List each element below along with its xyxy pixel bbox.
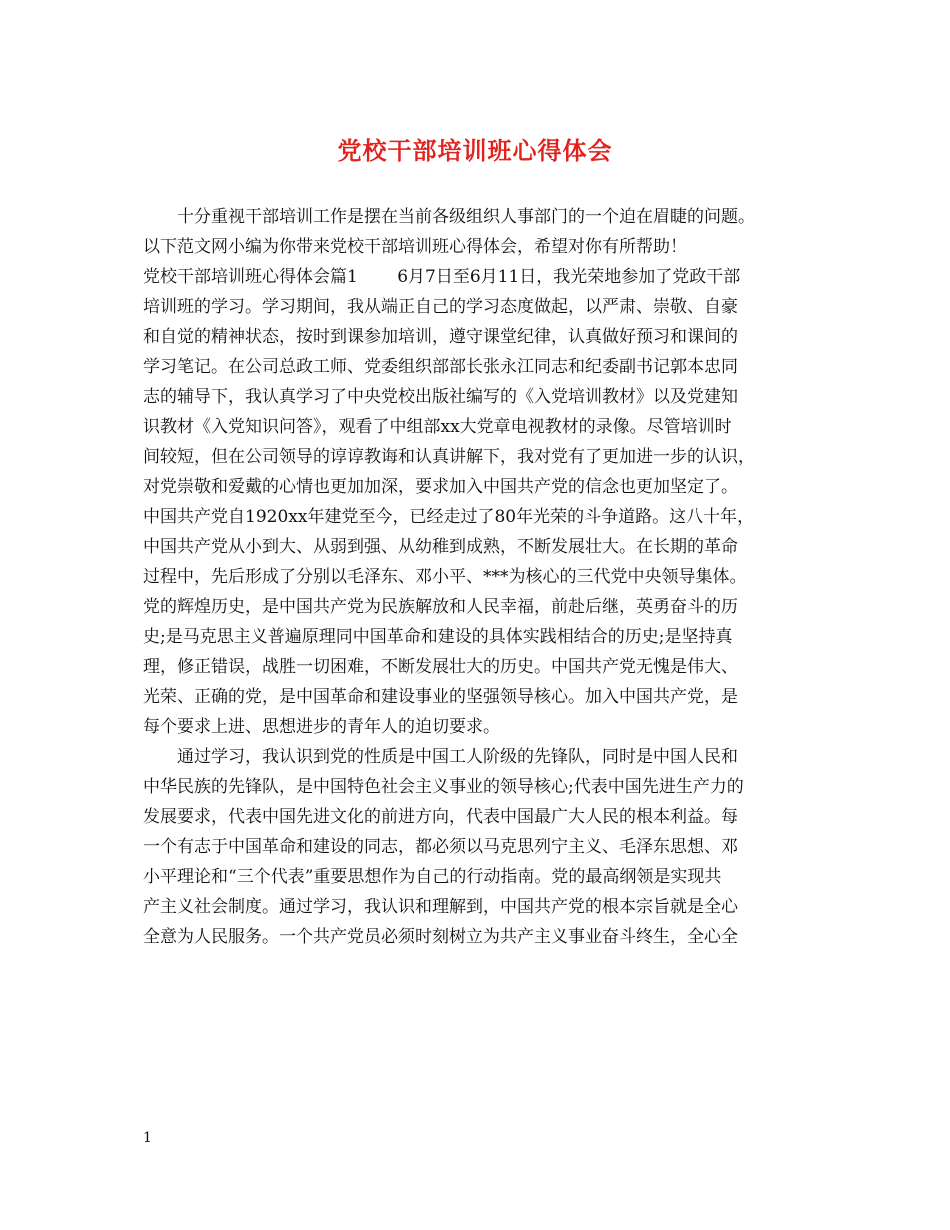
text-line: 全意为人民服务。一个共产党员必须时刻树立为共产主义事业奋斗终生，全心全 <box>143 927 738 947</box>
text-line: 每个要求上进、思想进步的青年人的迫切要求。 <box>143 717 500 737</box>
text-line: 中国共产党从小到大、从弱到强、从幼稚到成熟，不断发展壮大。在长期的革命 <box>143 537 738 557</box>
text-line: 间较短，但在公司领导的谆谆教诲和认真讲解下，我对党有了更加进一步的认识， <box>143 447 755 467</box>
text-line: 发展要求，代表中国先进文化的前进方向，代表中国最广大人民的根本利益。每 <box>143 807 738 827</box>
text-line: 学习笔记。在公司总政工师、党委组织部部长张永江同志和纪委副书记郭本忠同 <box>143 357 738 377</box>
page-number: 1 <box>143 1130 152 1146</box>
document-title: 党校干部培训班心得体会 <box>337 136 613 165</box>
text-line: 志的辅导下，我认真学习了中央党校出版社编写的《入党培训教材》以及党建知 <box>143 387 738 407</box>
document-body <box>143 202 833 952</box>
text-line: 史;是马克思主义普遍原理同中国革命和建设的具体实践相结合的历史;是坚持真 <box>143 627 733 647</box>
text-line: 小平理论和“三个代表”重要思想作为自己的行动指南。党的最高纲领是实现共 <box>143 867 722 887</box>
text-line: 十分重视干部培训工作是摆在当前各级组织人事部门的一个迫在眉睫的问题。 <box>143 207 755 227</box>
text-line: 识教材《入党知识问答》，观看了中组部xx大党章电视教材的录像。尽管培训时 <box>143 417 732 437</box>
text-line: 通过学习，我认识到党的性质是中国工人阶级的先锋队，同时是中国人民和 <box>143 747 738 767</box>
text-line: 过程中，先后形成了分别以毛泽东、邓小平、***为核心的三代党中央领导集体。 <box>143 567 747 587</box>
text-line: 中华民族的先锋队，是中国特色社会主义事业的领导核心;代表中国先进生产力的 <box>143 777 744 797</box>
text-line: 中国共产党自1920xx年建党至今，已经走过了80年光荣的斗争道路。这八十年， <box>143 507 755 527</box>
text-line: 对党崇敬和爱戴的心情也更加加深，要求加入中国共产党的信念也更加坚定了。 <box>143 477 738 497</box>
text-line: 光荣、正确的党，是中国革命和建设事业的坚强领导核心。加入中国共产党，是 <box>143 687 738 707</box>
text-line: 产主义社会制度。通过学习，我认识和理解到，中国共产党的根本宗旨就是全心 <box>143 897 738 917</box>
text-line: 以下范文网小编为你带来党校干部培训班心得体会，希望对你有所帮助！ <box>143 237 687 257</box>
text-line: 理，修正错误，战胜一切困难，不断发展壮大的历史。中国共产党无愧是伟大、 <box>143 657 738 677</box>
text-line: 一个有志于中国革命和建设的同志，都必须以马克思列宁主义、毛泽东思想、邓 <box>143 837 738 857</box>
text-line: 党校干部培训班心得体会篇1 6月7日至6月11日，我光荣地参加了党政干部 <box>143 267 741 287</box>
text-line: 和自觉的精神状态，按时到课参加培训，遵守课堂纪律，认真做好预习和课间的 <box>143 327 738 347</box>
text-line: 党的辉煌历史，是中国共产党为民族解放和人民幸福，前赴后继，英勇奋斗的历 <box>143 597 738 617</box>
text-line: 培训班的学习。学习期间，我从端正自己的学习态度做起，以严肃、崇敬、自豪 <box>143 297 738 317</box>
